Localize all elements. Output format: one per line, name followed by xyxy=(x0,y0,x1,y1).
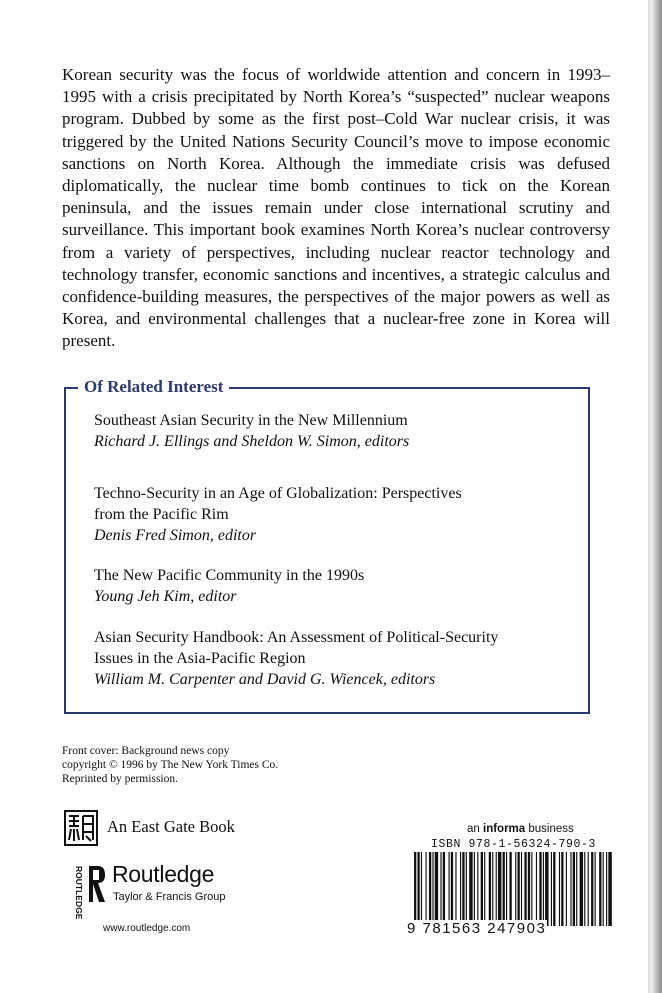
east-gate-logo-icon xyxy=(64,810,98,846)
barcode-bar xyxy=(573,852,575,926)
related-item-2 xyxy=(94,483,462,546)
barcode-bar xyxy=(460,852,461,926)
barcode-bar xyxy=(449,852,450,926)
credit-line: copyright © 1996 by The New York Times Co. xyxy=(62,759,279,771)
barcode-bar xyxy=(496,852,497,926)
related-interest-heading: Of Related Interest xyxy=(78,377,229,397)
barcode-bar xyxy=(414,852,416,926)
barcode-bar xyxy=(484,852,485,926)
related-item-4 xyxy=(94,627,498,690)
related-item-title-line1: Techno-Security in an Age of Globalization: Perspectives xyxy=(94,485,462,502)
barcode-bar xyxy=(553,852,555,926)
related-item-title: The New Pacific Community in the 1990s xyxy=(94,567,365,584)
barcode-bar xyxy=(576,852,577,926)
barcode-bar xyxy=(492,852,493,926)
barcode-bar xyxy=(603,852,604,926)
barcode-bar xyxy=(506,852,507,926)
barcode-bar xyxy=(518,852,520,926)
barcode-bar xyxy=(528,852,530,926)
related-item-authors: Young Jeh Kim, editor xyxy=(94,588,237,605)
barcode-bar xyxy=(509,852,511,926)
related-item-title-line1: Asian Security Handbook: An Assessment of Political-Security xyxy=(94,629,499,646)
barcode-bar xyxy=(584,852,585,926)
barcode-bar xyxy=(561,852,563,926)
related-item-title-line2: from the Pacific Rim xyxy=(94,506,229,523)
barcode-bar xyxy=(503,852,505,926)
barcode-bar xyxy=(474,852,475,926)
barcode-bar xyxy=(469,852,472,926)
barcode-bar xyxy=(580,852,583,926)
barcode-bar xyxy=(521,852,522,926)
blurb-paragraph: Korean security was the focus of worldwide attention and concern in 1993–1995 with a crisis precipitated by North Korea’s “suspected” nuclear weapons program. Dubbed by some as the first post–Cold War nuclear crisis, it was triggered by the United Nations Security Council’s move to impose economic sanctions on North Korea. Although the immediate crisis was defused diplomatically, the nuclear time bomb continues to tick on the Korean peninsula, and the issues remain under close international scrutiny and surveillance. This important book examines North Korea’s nuclear controversy from a variety of perspectives, including nuclear reactor technology and technology transfer, economic sanctions and incentives, a strategic calculus and confidence-building measures, the perspectives of the major powers as well as Korea, and environmental challenges that a nuclear-free zone in Korea will present. xyxy=(62,65,610,351)
barcode-bar xyxy=(531,852,532,926)
barcode-bar xyxy=(599,852,601,926)
routledge-vertical-wordmark xyxy=(62,864,84,920)
barcode-bar xyxy=(421,852,422,926)
barcode-bar xyxy=(489,852,491,926)
barcode-bar xyxy=(443,852,445,926)
isbn-text: ISBN 978-1-56324-790-3 xyxy=(430,838,597,851)
barcode-bar xyxy=(477,852,478,926)
barcode-bar xyxy=(432,852,433,926)
informa-wordmark: informa xyxy=(483,823,526,835)
barcode-bar xyxy=(545,852,548,926)
barcode-bar xyxy=(559,852,560,926)
east-gate-label: An East Gate Book xyxy=(107,817,235,836)
credit-line: Front cover: Background news copy xyxy=(62,745,230,757)
cover-credit xyxy=(62,744,278,786)
barcode-bar xyxy=(466,852,467,926)
barcode-bar xyxy=(595,852,596,926)
routledge-subtitle: Taylor & Francis Group xyxy=(113,891,226,903)
barcode-bar xyxy=(588,852,589,926)
barcode-bar xyxy=(498,852,501,926)
barcode-bar xyxy=(536,852,537,926)
routledge-name: Routledge xyxy=(112,861,215,887)
barcode-bar xyxy=(455,852,456,926)
related-item-authors: Denis Fred Simon, editor xyxy=(94,527,257,544)
barcode-bar xyxy=(608,852,611,926)
barcode-bar xyxy=(451,852,453,926)
svg-text:ROUTLEDGE: ROUTLEDGE xyxy=(74,866,84,920)
related-item-3 xyxy=(94,565,364,607)
page-edge xyxy=(648,0,662,993)
barcode-bar xyxy=(481,852,483,926)
barcode-bar xyxy=(435,852,438,926)
barcode-bar xyxy=(539,852,541,926)
related-item-authors: William M. Carpenter and David G. Wiencek, editors xyxy=(94,671,436,688)
barcode-bar xyxy=(440,852,441,926)
routledge-url: www.routledge.com xyxy=(103,923,191,934)
barcode-bar xyxy=(515,852,516,926)
barcode-bar xyxy=(551,852,552,926)
related-item-1 xyxy=(94,410,409,452)
related-item-authors: Richard J. Ellings and Sheldon W. Simon, editors xyxy=(94,433,410,450)
barcode-bar xyxy=(524,852,526,926)
related-item-title: Southeast Asian Security in the New Millennium xyxy=(94,412,408,429)
barcode-bar xyxy=(543,852,544,926)
barcode-number: 9 781563 247903 xyxy=(407,920,547,937)
routledge-r-logo-icon xyxy=(86,864,106,904)
credit-line: Reprinted by permission. xyxy=(62,773,178,785)
barcode-bar xyxy=(417,852,419,926)
related-item-title-line2: Issues in the Asia-Pacific Region xyxy=(94,650,306,667)
barcode-bar xyxy=(462,852,464,926)
barcode-bar xyxy=(426,852,427,926)
barcode-bar xyxy=(606,852,607,926)
informa-business-label: an informa business xyxy=(467,823,574,835)
barcode-bar xyxy=(566,852,567,926)
barcode-bar xyxy=(591,852,593,926)
barcode-bar xyxy=(570,852,571,926)
related-interest-box xyxy=(64,377,590,714)
barcode xyxy=(412,852,616,926)
barcode-bar xyxy=(429,852,431,926)
